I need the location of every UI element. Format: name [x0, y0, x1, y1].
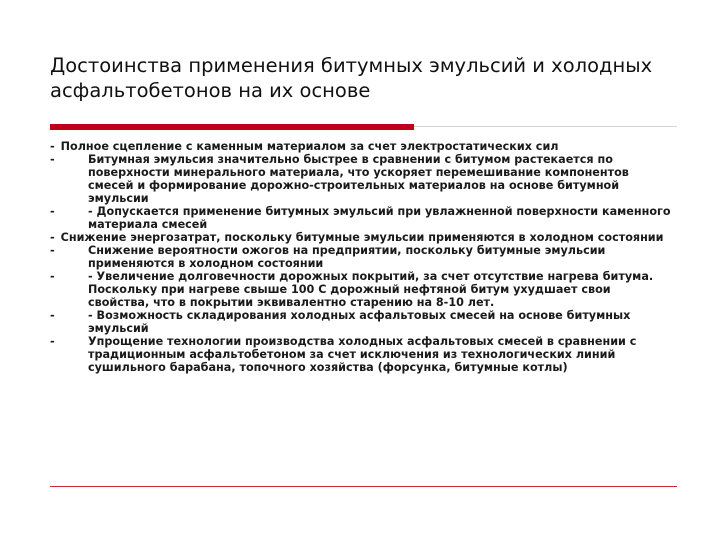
list-item-dash: - [50, 244, 55, 257]
list-item-text: Полное сцепление с каменным материалом за счет электростатических сил [60, 140, 559, 153]
list-item-dash: - [50, 270, 55, 283]
footer-divider-line [50, 486, 677, 487]
bullet-list [50, 140, 675, 374]
list-item [50, 153, 675, 205]
list-item [50, 140, 675, 153]
list-item-dash: - [50, 205, 55, 218]
slide-title-line-2: асфальтобетонов на их основе [50, 79, 371, 102]
list-item-text: Упрощение технологии производства холодных асфальтовых смесей в сравнении с традиционным асфальтобетоном за счет исключения из технологических линий сушильного барабана, топочного хозяйства (форсунка, битумные котлы) [88, 335, 637, 374]
slide-title-line-1: Достоинства применения битумных эмульсий и холодных [50, 54, 653, 77]
list-item-dash: - [50, 335, 55, 348]
list-item [50, 244, 675, 270]
list-item-dash: - [50, 231, 55, 244]
slide-title [50, 53, 690, 103]
list-item-text: Битумная эмульсия значительно быстрее в сравнении с битумом растекается по поверхности минерального материала, что ускоряет перемешивание компонентов смесей и формирование дорожно-строительных материалов на основе битумной эмульсии [88, 153, 629, 205]
list-item-text: Снижение вероятности ожогов на предприятии, поскольку битумные эмульсии применяются в холодном состоянии [88, 244, 606, 270]
list-item-text: - Возможность складирования холодных асфальтовых смесей на основе битумных эмульсий [88, 309, 631, 335]
list-item [50, 270, 675, 309]
list-item-dash: - [50, 153, 55, 166]
title-accent-bar [50, 124, 414, 130]
list-item-dash: - [50, 309, 55, 322]
list-item [50, 309, 675, 335]
list-item-text: Снижение энергозатрат, поскольку битумные эмульсии применяются в холодном состоянии [60, 231, 664, 244]
list-item [50, 205, 675, 231]
list-item [50, 231, 675, 244]
list-item-text: - Увеличение долговечности дорожных покрытий, за счет отсутствие нагрева битума. Поскольку при нагреве свыше 100 С дорожный нефтяной битум ухудшает свои свойства, что в покрытии эквивалентно старению на 8-10 лет. [88, 270, 654, 309]
list-item-text: - Допускается применение битумных эмульсий при увлажненной поверхности каменного материала смесей [88, 205, 671, 231]
list-item [50, 335, 675, 374]
list-item-dash: - [50, 140, 55, 153]
